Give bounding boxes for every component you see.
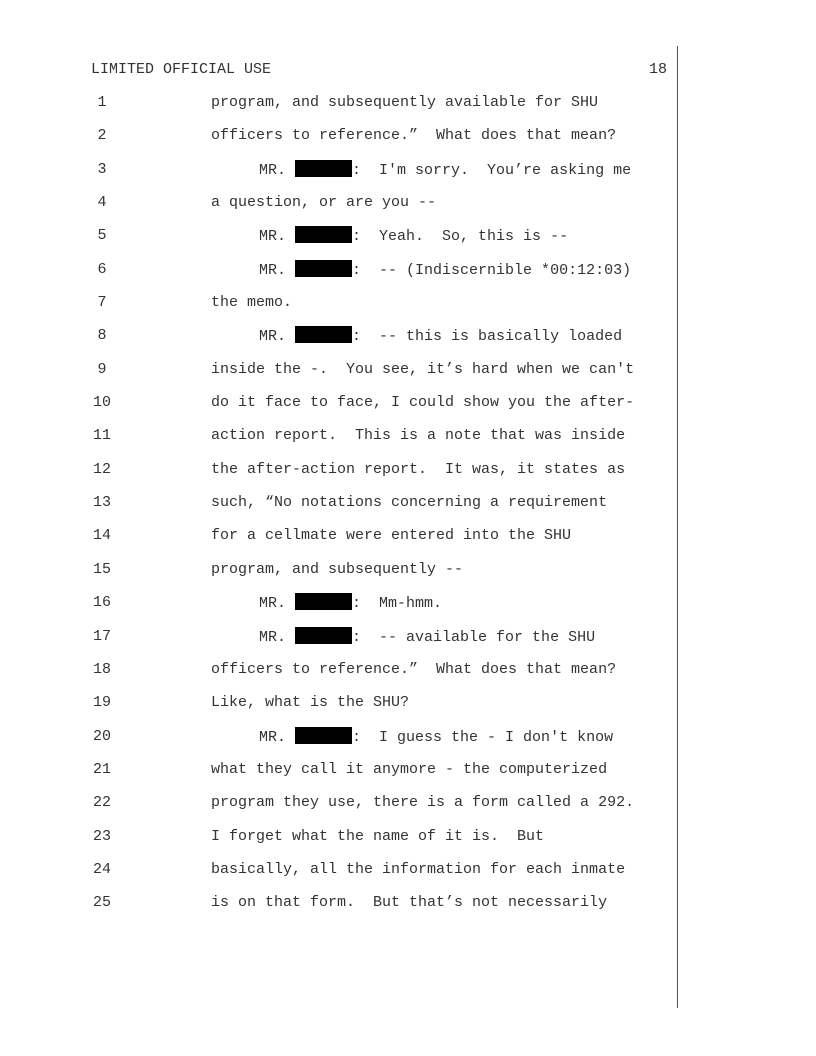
transcript-line bbox=[0, 893, 816, 926]
transcript-body bbox=[0, 93, 816, 927]
line-text: basically, all the information for each inmate bbox=[211, 860, 626, 878]
line-number: 12 bbox=[92, 460, 111, 478]
transcript-line bbox=[0, 393, 816, 426]
transcript-line bbox=[0, 627, 816, 660]
spoken-text: : -- (Indiscernible *00:12:03) bbox=[352, 261, 632, 279]
spoken-text: : I'm sorry. You’re asking me bbox=[352, 161, 632, 179]
line-number: 10 bbox=[92, 394, 111, 412]
line-number: 18 bbox=[92, 660, 111, 678]
line-text: program, and subsequently available for SHU bbox=[211, 94, 599, 111]
line-text: the memo. bbox=[211, 294, 293, 312]
speaker-line-text bbox=[259, 727, 613, 748]
line-text: a question, or are you -- bbox=[211, 194, 437, 212]
line-number: 14 bbox=[92, 527, 111, 545]
speaker-line-text bbox=[259, 627, 595, 648]
spoken-text: : Mm-hmm. bbox=[352, 595, 443, 613]
line-number: 13 bbox=[92, 494, 111, 512]
spoken-text: : -- available for the SHU bbox=[352, 628, 596, 646]
transcript-line bbox=[0, 460, 816, 493]
redaction-box bbox=[295, 593, 352, 610]
transcript-line bbox=[0, 326, 816, 359]
classification-header: LIMITED OFFICIAL USE bbox=[91, 61, 272, 78]
line-number: 9 bbox=[97, 360, 107, 378]
redaction-box bbox=[295, 226, 352, 243]
line-number: 4 bbox=[97, 194, 107, 212]
line-number: 5 bbox=[97, 227, 107, 245]
line-number: 1 bbox=[97, 94, 107, 111]
line-text: I forget what the name of it is. But bbox=[211, 827, 545, 845]
line-number: 2 bbox=[97, 127, 107, 145]
line-number: 7 bbox=[97, 294, 107, 312]
speaker-prefix: MR. bbox=[259, 328, 287, 346]
line-number: 24 bbox=[92, 860, 111, 878]
line-number: 20 bbox=[92, 727, 111, 745]
transcript-line bbox=[0, 760, 816, 793]
redaction-box bbox=[295, 627, 352, 644]
redaction-box bbox=[295, 727, 352, 744]
line-number: 21 bbox=[92, 760, 111, 778]
transcript-line bbox=[0, 727, 816, 760]
transcript-line bbox=[0, 593, 816, 626]
transcript-line bbox=[0, 426, 816, 459]
line-number: 8 bbox=[97, 327, 107, 345]
spoken-text: : -- this is basically loaded bbox=[352, 328, 623, 346]
transcript-line bbox=[0, 126, 816, 159]
spoken-text: : I guess the - I don't know bbox=[352, 728, 614, 746]
page-number: 18 bbox=[648, 61, 667, 78]
redaction-box bbox=[295, 260, 352, 277]
line-text: program, and subsequently -- bbox=[211, 560, 464, 578]
line-number: 23 bbox=[92, 827, 111, 845]
speaker-line-text bbox=[259, 326, 622, 347]
line-text: officers to reference.” What does that mean? bbox=[211, 127, 617, 145]
line-number: 6 bbox=[97, 260, 107, 278]
line-text: such, “No notations concerning a requirement bbox=[211, 494, 608, 512]
transcript-line bbox=[0, 160, 816, 193]
line-number: 16 bbox=[92, 594, 111, 612]
speaker-prefix: MR. bbox=[259, 228, 287, 246]
transcript-line bbox=[0, 560, 816, 593]
line-text: program they use, there is a form called a 292. bbox=[211, 794, 635, 812]
speaker-line-text bbox=[259, 160, 631, 181]
redaction-box bbox=[295, 160, 352, 177]
speaker-prefix: MR. bbox=[259, 728, 287, 746]
transcript-line bbox=[0, 493, 816, 526]
transcript-line bbox=[0, 226, 816, 259]
line-number: 19 bbox=[92, 694, 111, 712]
transcript-line bbox=[0, 793, 816, 826]
line-number: 3 bbox=[97, 160, 107, 178]
line-text: Like, what is the SHU? bbox=[211, 694, 410, 712]
speaker-prefix: MR. bbox=[259, 595, 287, 613]
spoken-text: : Yeah. So, this is -- bbox=[352, 228, 569, 246]
line-number: 15 bbox=[92, 560, 111, 578]
transcript-line bbox=[0, 193, 816, 226]
transcript-line bbox=[0, 860, 816, 893]
line-text: do it face to face, I could show you the after- bbox=[211, 394, 635, 412]
line-text: what they call it anymore - the computerized bbox=[211, 760, 608, 778]
transcript-line bbox=[0, 693, 816, 726]
line-text: officers to reference.” What does that mean? bbox=[211, 660, 617, 678]
line-number: 17 bbox=[92, 627, 111, 645]
line-number: 22 bbox=[92, 794, 111, 812]
speaker-prefix: MR. bbox=[259, 628, 287, 646]
transcript-line bbox=[0, 260, 816, 293]
line-number: 11 bbox=[92, 427, 111, 445]
redaction-box bbox=[295, 326, 352, 343]
transcript-line bbox=[0, 93, 816, 126]
transcript-line bbox=[0, 360, 816, 393]
transcript-line bbox=[0, 293, 816, 326]
line-text: inside the -. You see, it’s hard when we can't bbox=[211, 360, 635, 378]
transcript-line bbox=[0, 526, 816, 559]
speaker-line-text bbox=[259, 260, 631, 281]
transcript-line bbox=[0, 660, 816, 693]
line-text: is on that form. But that’s not necessarily bbox=[211, 894, 608, 912]
speaker-prefix: MR. bbox=[259, 261, 287, 279]
speaker-line-text bbox=[259, 593, 442, 614]
transcript-line bbox=[0, 827, 816, 860]
line-text: for a cellmate were entered into the SHU bbox=[211, 527, 572, 545]
line-text: the after-action report. It was, it states as bbox=[211, 460, 626, 478]
line-text: action report. This is a note that was inside bbox=[211, 427, 626, 445]
speaker-line-text bbox=[259, 226, 568, 247]
line-number: 25 bbox=[92, 894, 111, 912]
speaker-prefix: MR. bbox=[259, 161, 287, 179]
